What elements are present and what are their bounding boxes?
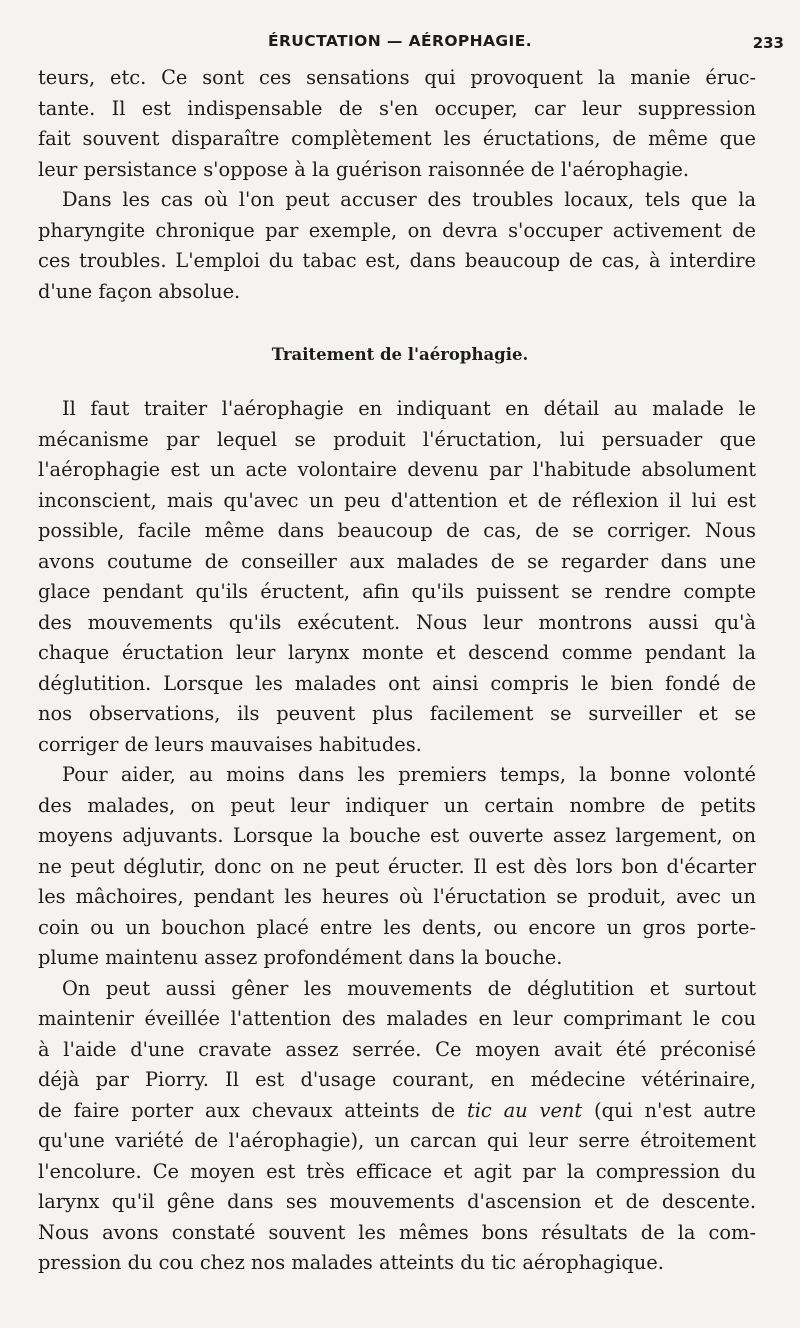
italic-term: tic au vent xyxy=(466,1098,583,1122)
text-line: avons coutume de conseiller aux malades de se regarder dans une xyxy=(38,549,756,573)
text-line: l'encolure. Ce moyen est très efficace et agit par la compression du xyxy=(38,1159,756,1183)
text-line: glace pendant qu'ils éructent, afin qu'ils puissent se rendre compte xyxy=(38,580,756,603)
text-line: leur persistance s'oppose à la guérison raisonnée de l'aérophagie. xyxy=(38,157,690,181)
text-line: déglutition. Lorsque les malades ont ainsi compris le bien fondé de xyxy=(38,671,756,695)
text-line: Nous avons constaté souvent les mêmes bons résultats de la com- xyxy=(38,1220,756,1244)
paragraph-3 xyxy=(38,394,756,760)
text-line: à l'aide d'une cravate assez serrée. Ce moyen avait été préconisé xyxy=(38,1037,756,1061)
text-line: ces troubles. L'emploi du tabac est, dans beaucoup de cas, à interdire xyxy=(38,249,756,272)
text-line-with-italic xyxy=(38,1096,756,1127)
text-line: d'une façon absolue. xyxy=(38,279,241,303)
text-line: On peut aussi gêner les mouvements de déglutition et surtout xyxy=(62,976,756,1000)
text-line: pharyngite chronique par exemple, on devra s'occuper activement de xyxy=(38,218,756,242)
page-header xyxy=(0,30,800,58)
text-line: moyens adjuvants. Lorsque la bouche est ouverte assez largement, on xyxy=(38,824,756,847)
text-line: mécanisme par lequel se produit l'éructation, lui persuader que xyxy=(38,427,756,451)
paragraph-5 xyxy=(38,974,756,1279)
text-line: les mâchoires, pendant les heures où l'éructation se produit, avec un xyxy=(38,885,756,908)
text-line: déjà par Piorry. Il est d'usage courant, en médecine vétérinaire, xyxy=(38,1068,756,1091)
text-line: inconscient, mais qu'avec un peu d'attention et de réflexion il lui est xyxy=(38,488,756,512)
text-line: fait souvent disparaître complètement les éructations, de même que xyxy=(38,127,756,150)
text-line: chaque éructation leur larynx monte et descend comme pendant la xyxy=(38,641,756,664)
page-number: 233 xyxy=(752,34,784,52)
text-run: de faire porter aux chevaux atteints de xyxy=(38,1098,467,1122)
paragraph-4 xyxy=(38,760,756,974)
paragraph-1 xyxy=(38,63,756,185)
text-line: qu'une variété de l'aérophagie), un carcan qui leur serre étroitement xyxy=(38,1129,756,1152)
text-block-top xyxy=(38,63,756,307)
text-line: larynx qu'il gêne dans ses mouvements d'ascension et de descente. xyxy=(38,1190,756,1213)
text-line: Dans les cas où l'on peut accuser des troubles locaux, tels que la xyxy=(62,188,756,211)
section-title: Traitement de l'aérophagie. xyxy=(271,345,529,364)
text-line: ne peut déglutir, donc on ne peut éructer. Il est dès lors bon d'écarter xyxy=(38,854,756,878)
text-line: tante. Il est indispensable de s'en occuper, car leur suppression xyxy=(38,96,756,120)
text-block-main xyxy=(38,394,756,1279)
running-head: ÉRUCTATION — AÉROPHAGIE. xyxy=(267,32,533,50)
text-line: pression du cou chez nos malades atteints du tic aérophagique. xyxy=(38,1251,664,1274)
text-line: maintenir éveillée l'attention des malades en leur comprimant le cou xyxy=(38,1007,756,1030)
text-line: corriger de leurs mauvaises habitudes. xyxy=(38,732,422,756)
text-line: l'aérophagie est un acte volontaire devenu par l'habitude absolument xyxy=(38,458,756,481)
text-line: des malades, on peut leur indiquer un certain nombre de petits xyxy=(38,793,756,817)
text-line: coin ou un bouchon placé entre les dents, ou encore un gros porte- xyxy=(38,915,756,939)
text-line: nos observations, ils peuvent plus facilement se surveiller et se xyxy=(38,702,756,725)
text-line: Pour aider, au moins dans les premiers temps, la bonne volonté xyxy=(62,763,756,786)
text-line: Il faut traiter l'aérophagie en indiquant en détail au malade le xyxy=(62,397,756,420)
text-line: teurs, etc. Ce sont ces sensations qui provoquent la manie éruc- xyxy=(38,66,756,89)
paragraph-2 xyxy=(38,185,756,307)
text-line: possible, facile même dans beaucoup de cas, de se corriger. Nous xyxy=(38,519,756,542)
text-line: des mouvements qu'ils exécutent. Nous leur montrons aussi qu'à xyxy=(38,610,756,634)
text-run: (qui n'est autre xyxy=(582,1098,756,1122)
text-line: plume maintenu assez profondément dans la bouche. xyxy=(38,946,563,969)
